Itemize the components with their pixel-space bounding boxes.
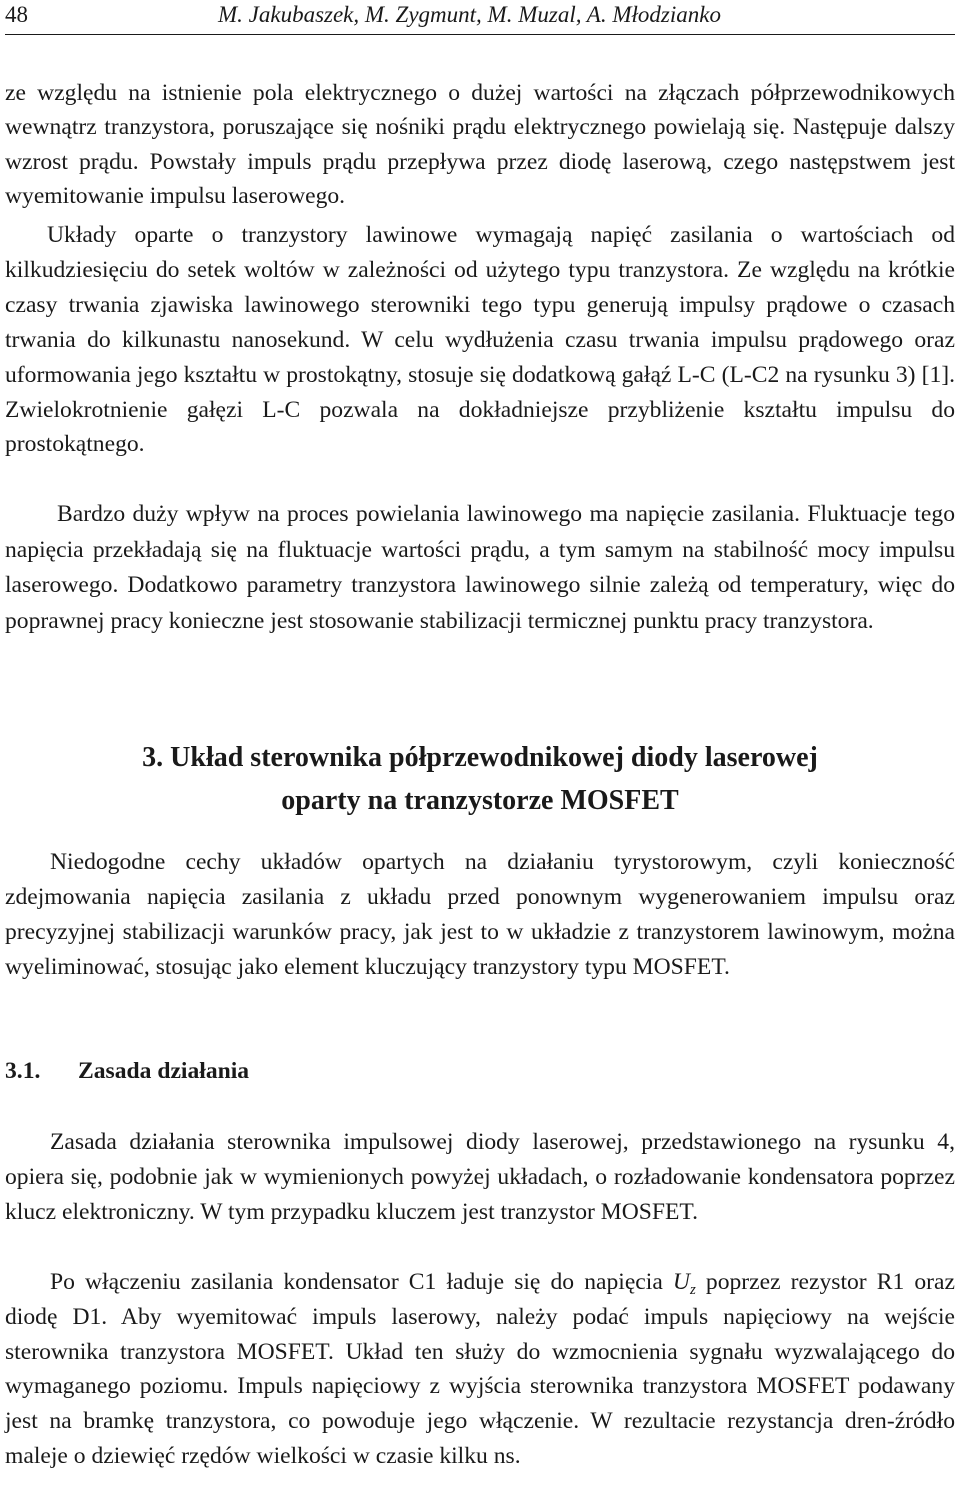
voltage-subscript: z (689, 1282, 696, 1298)
paragraph-avalanche-multiplication: ze względu na istnienie pola elektrycznego o dużej wartości na złączach półprzewodnikowych wewnątrz tranzystora, poruszające się nośniki prądu elektrycznego powielają się. Następuje dalszy wzrost prądu. Powstały impuls prądu przepływa przez diodę laserową, czego następstwem jest wyemitowanie impulsu laserowego. (5, 80, 955, 209)
subsection-heading (5, 1054, 249, 1088)
page-number: 48 (5, 2, 28, 27)
voltage-symbol: U (672, 1269, 690, 1295)
section-heading (0, 736, 960, 822)
paragraph-supply-voltage-influence: Bardzo duży wpływ na proces powielania lawinowego ma napięcie zasilania. Fluktuacje tego napięcia przekładają się na fluktuacje wartości prądu, a tym samym na stabilność mocy impulsu laserowego. Dodatkowo parametry tranzystora lawinowego silnie zależą od temperatury, więc do poprawnej pracy konieczne jest stosowanie stabilizacji termicznej punktu pracy tranzystora. (5, 501, 955, 635)
subsection-title: Zasada działania (78, 1058, 250, 1084)
page-header (5, 0, 955, 35)
paragraph-operating-principle: Zasada działania sterownika impulsowej diody laserowej, przedstawionego na rysunku 4, opiera się, podobnie jak w wymienionych powyżej układach, o rozładowanie kondensatora poprzez klucz elektroniczny. W tym przypadku kluczem jest tranzystor MOSFET. (5, 1129, 955, 1225)
section-heading-line-1: 3. Układ sterownika półprzewodnikowej diody laserowej (142, 742, 818, 773)
paragraph-capacitor-charging (5, 1265, 955, 1474)
paragraph-mosfet-motivation: Niedogodne cechy układów opartych na działaniu tyrystorowym, czyli konieczność zdejmowania napięcia zasilania z układu przed ponownym wygenerowaniem impulsu oraz precyzyjnej stabilizacji warunków pracy, jak jest to w układzie z tranzystorem lawinowym, można wyeliminować, stosując jako element kluczujący tranzystory typu MOSFET. (5, 849, 955, 980)
running-head-authors: M. Jakubaszek, M. Zygmunt, M. Muzal, A. Młodzianko (218, 2, 721, 27)
section-heading-line-2: oparty na tranzystorze MOSFET (281, 785, 679, 816)
paragraph-text-rest: poprzez rezystor R1 oraz diodę D1. Aby wyemitować impuls laserowy, należy podać impuls napięciowy na wejście sterownika tranzystora MOSFET. Układ ten służy do wzmocnienia sygnału wyzwalającego do wymaganego poziomu. Impuls napięciowy z wyjścia sterownika tranzystora MOSFET podawany jest na bramkę tranzystora, co powoduje jego włączenie. W rezultacie rezystancja dren-źródło maleje o dziewięć rzędów wielkości w czasie kilku ns. (5, 1269, 955, 1469)
paragraph-avalanche-transistor-circuits: Układy oparte o tranzystory lawinowe wymagają napięć zasilania o wartościach od kilkudziesięciu do setek woltów w zależności od użytego typu tranzystora. Ze względu na krótkie czasy trwania zjawiska lawinowego sterowniki tego typu generują impulsy prądowe o czasach trwania do kilkunastu nanosekund. W celu wydłużenia czasu trwania impulsu prądowego oraz uformowania jego kształtu w prostokątny, stosuje się dodatkową gałąź L-C (L-C2 na rysunku 3) [1]. Zwielokrotnienie gałęzi L-C pozwala na dokładniejsze przybliżenie kształtu impulsu do prostokątnego. (5, 222, 955, 458)
paragraph-text-start: Po włączeniu zasilania kondensator C1 ładuje się do napięcia (50, 1269, 673, 1295)
subsection-number: 3.1. (5, 1058, 41, 1084)
